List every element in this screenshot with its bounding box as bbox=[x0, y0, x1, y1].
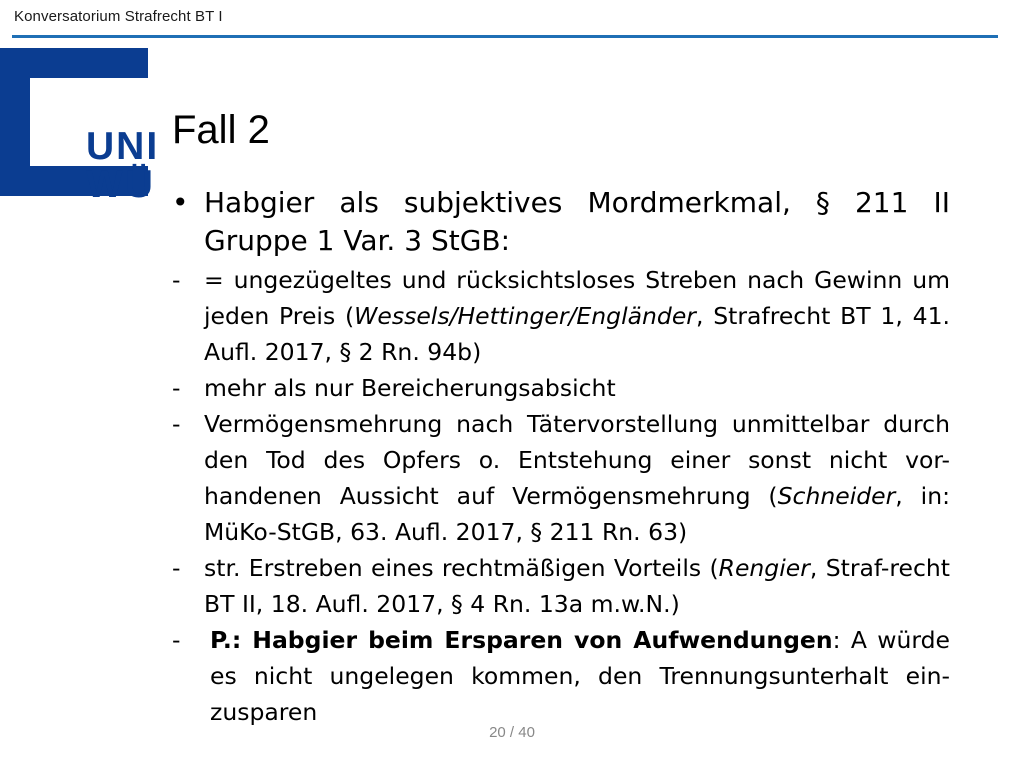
bullet-marker: • bbox=[172, 186, 189, 219]
list-item-text bbox=[204, 406, 950, 550]
item-text-plain: , in: MüKo-StGB, 63. Aufl. 2017, § 211 Rn. 63) bbox=[204, 482, 950, 546]
dash-marker: - bbox=[172, 626, 181, 654]
item-text-bold: P.: Habgier beim Ersparen von Aufwendungen bbox=[210, 626, 833, 654]
item-text-italic: Rengier bbox=[718, 554, 810, 582]
list-item-text bbox=[204, 550, 950, 622]
university-logo bbox=[0, 48, 160, 206]
item-text-plain: str. Erstreben eines rechtmäßigen Vorteils ( bbox=[204, 554, 719, 582]
page-number: 20 / 40 bbox=[489, 724, 535, 741]
item-text-plain: , Strafrecht BT 1, 41. Aufl. 2017, § 2 Rn. 94b) bbox=[204, 302, 950, 366]
logo-text bbox=[86, 125, 160, 206]
logo-line-wue: WÜ bbox=[86, 163, 155, 206]
dash-marker: - bbox=[172, 374, 181, 402]
bullet-text: Habgier als subjektives Mordmerkmal, § 211 II Gruppe 1 Var. 3 StGB: bbox=[204, 186, 950, 257]
list-item-text: mehr als nur Bereicherungsabsicht bbox=[204, 374, 616, 402]
item-text-plain: = ungezügeltes und rücksichtsloses Streben nach Gewinn um jeden Preis ( bbox=[204, 266, 950, 330]
list-item bbox=[172, 550, 950, 622]
logo-line-uni: UNI bbox=[86, 125, 160, 168]
header-title: Konversatorium Strafrecht BT I bbox=[14, 8, 223, 25]
item-text-plain: , Straf-recht BT II, 18. Aufl. 2017, § 4 Rn. 13a m.w.N.) bbox=[204, 554, 950, 618]
item-text-plain: : A würde es nicht ungelegen kommen, den Trennungsunterhalt ein-zusparen bbox=[210, 626, 951, 726]
list-item bbox=[172, 370, 950, 406]
item-text-plain: Vermögensmehrung nach Tätervorstellung unmittelbar durch den Tod des Opfers o. Entstehung einer sonst nicht vor-handenen Aussicht auf Vermögensmehrung ( bbox=[204, 410, 950, 510]
header-divider bbox=[12, 35, 998, 38]
main-bullet bbox=[172, 184, 950, 260]
slide-title: Fall 2 bbox=[172, 108, 270, 152]
list-item bbox=[172, 622, 950, 730]
dash-marker: - bbox=[172, 554, 181, 582]
list-item-text bbox=[204, 622, 950, 730]
slide-content bbox=[172, 184, 950, 730]
item-text-italic: Wessels/Hettinger/Engländer bbox=[354, 302, 696, 330]
item-text-italic: Schneider bbox=[777, 482, 896, 510]
dash-marker: - bbox=[172, 266, 181, 294]
list-item bbox=[172, 262, 950, 370]
list-item bbox=[172, 406, 950, 550]
dash-marker: - bbox=[172, 410, 181, 438]
list-item-text bbox=[204, 262, 950, 370]
